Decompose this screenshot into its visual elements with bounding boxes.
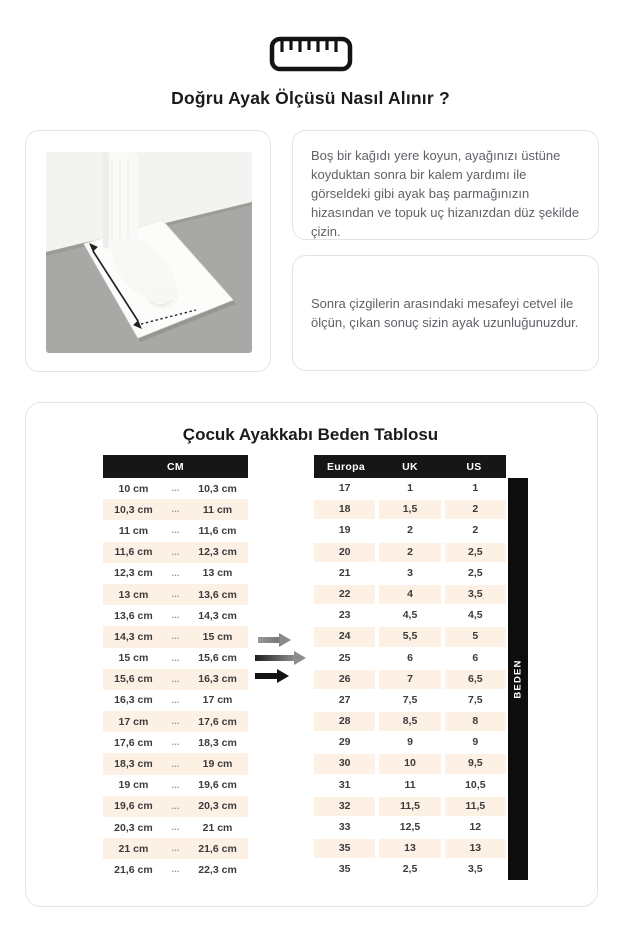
ruler-icon bbox=[0, 36, 621, 77]
size-cell: 1 bbox=[472, 482, 479, 494]
size-cell: 31 bbox=[338, 778, 351, 791]
cm-table-row: 11,6 cm ... 12,3 cm bbox=[103, 542, 248, 563]
size-cell: 3,5 bbox=[468, 863, 483, 876]
cm-table bbox=[103, 455, 248, 881]
size-cell: 2,5 bbox=[445, 543, 506, 562]
size-cell: 28 bbox=[314, 712, 375, 731]
cm-table-row: 13 cm ... 13,6 cm bbox=[103, 584, 248, 605]
beden-label-bar bbox=[508, 478, 528, 880]
size-cell: 4,5 bbox=[468, 609, 483, 622]
size-cell: 8 bbox=[445, 712, 506, 731]
cm-table-row: 17,6 cm ... 18,3 cm bbox=[114, 736, 237, 749]
foot-measure-photo bbox=[46, 152, 252, 353]
cm-table-row: 10 cm ... 10,3 cm bbox=[118, 482, 237, 495]
size-cell: 29 bbox=[338, 736, 351, 749]
size-cell: 2,5 bbox=[468, 566, 483, 579]
beden-label: BEDEN bbox=[512, 659, 524, 699]
size-cell: 1 bbox=[407, 482, 413, 494]
size-cell: 11,5 bbox=[379, 797, 440, 816]
size-cell: 23 bbox=[338, 609, 351, 622]
size-cell: 24 bbox=[314, 627, 375, 646]
size-cell: 35 bbox=[314, 839, 375, 858]
size-cell: 26 bbox=[314, 670, 375, 689]
cm-table-row: 15 cm ... 15,6 cm bbox=[118, 652, 237, 665]
instruction-step-2: Sonra çizgilerin arasındaki mesafeyi cetvel ile ölçün, çıkan sonuç sizin ayak uzunluğunuzdur. bbox=[311, 296, 579, 330]
foot-measure-photo-card bbox=[25, 130, 271, 372]
cm-table-body bbox=[103, 478, 248, 881]
cm-table-row: 14,3 cm ... 15 cm bbox=[103, 626, 248, 647]
size-cell: 7,5 bbox=[468, 693, 483, 706]
cm-table-row: 19 cm ... 19,6 cm bbox=[118, 779, 237, 792]
size-cell: 4 bbox=[379, 585, 440, 604]
size-cell: 17 bbox=[338, 482, 351, 494]
size-cell: 22 bbox=[314, 585, 375, 604]
size-cell: 6 bbox=[407, 651, 413, 664]
size-column-header: US bbox=[466, 460, 482, 473]
size-cell: 9 bbox=[407, 736, 413, 749]
size-cell: 35 bbox=[338, 863, 351, 876]
instruction-step-1: Boş bir kağıdı yere koyun, ayağınızı üstüne koyduktan sonra bir kalem yardımı ile görseldeki gibi ayak baş parmağınızın hizasından ve topuk uç hizanızdan düz şekilde çizin. bbox=[311, 148, 580, 239]
size-cell: 2,5 bbox=[402, 863, 418, 876]
size-cell: 33 bbox=[338, 821, 351, 833]
size-cell: 2 bbox=[407, 524, 413, 537]
size-cell: 27 bbox=[338, 693, 351, 706]
cm-table-row: 10,3 cm ... 11 cm bbox=[103, 499, 248, 520]
size-cell: 2 bbox=[445, 500, 506, 519]
size-cell: 7,5 bbox=[402, 693, 418, 706]
cm-table-row: 13,6 cm ... 14,3 cm bbox=[114, 609, 237, 622]
size-cell: 7 bbox=[379, 670, 440, 689]
cm-table-row: 21,6 cm ... 22,3 cm bbox=[114, 863, 237, 876]
size-cell: 12 bbox=[469, 821, 482, 833]
size-cell: 21 bbox=[338, 566, 351, 579]
size-cell: 10,5 bbox=[465, 778, 486, 791]
size-cell: 12,5 bbox=[399, 821, 421, 833]
cm-table-row: 12,3 cm ... 13 cm bbox=[114, 567, 233, 580]
size-column-header: UK bbox=[402, 460, 418, 473]
size-cell: 30 bbox=[314, 754, 375, 773]
cm-table-row: 21 cm ... 21,6 cm bbox=[103, 838, 248, 859]
page-title: Doğru Ayak Ölçüsü Nasıl Alınır ? bbox=[171, 88, 450, 108]
cm-table-row: 18,3 cm ... 19 cm bbox=[103, 753, 248, 774]
size-cell: 4,5 bbox=[402, 609, 418, 622]
size-cell: 6,5 bbox=[445, 670, 506, 689]
size-section-title: Çocuk Ayakkabı Beden Tablosu bbox=[182, 425, 439, 444]
size-cell: 5 bbox=[445, 627, 506, 646]
size-table bbox=[314, 455, 506, 880]
size-table-header bbox=[314, 455, 506, 478]
size-cell: 2 bbox=[379, 543, 440, 562]
size-cell: 2 bbox=[472, 524, 479, 537]
instruction-card-2 bbox=[292, 255, 599, 371]
size-cell: 10 bbox=[379, 754, 440, 773]
instruction-card-1 bbox=[292, 130, 599, 240]
size-cell: 20 bbox=[314, 543, 375, 562]
size-cell: 6 bbox=[472, 651, 479, 664]
size-cell: 19 bbox=[338, 524, 351, 537]
size-cell: 18 bbox=[314, 500, 375, 519]
cm-table-row: 17 cm ... 17,6 cm bbox=[103, 711, 248, 732]
size-cell: 9 bbox=[472, 736, 479, 749]
cm-table-row: 11 cm ... 11,6 cm bbox=[118, 524, 237, 537]
size-cell: 32 bbox=[314, 797, 375, 816]
cm-table-row: 15,6 cm ... 16,3 cm bbox=[103, 669, 248, 690]
size-cell: 13 bbox=[379, 839, 440, 858]
size-cell: 8,5 bbox=[379, 712, 440, 731]
size-column-header: Europa bbox=[327, 460, 365, 473]
size-cell: 25 bbox=[338, 651, 351, 664]
cm-table-row: 20,3 cm ... 21 cm bbox=[114, 821, 233, 834]
cm-table-row: 16,3 cm ... 17 cm bbox=[114, 694, 233, 707]
mapping-arrows-icon bbox=[252, 626, 314, 692]
size-cell: 9,5 bbox=[445, 754, 506, 773]
size-cell: 1,5 bbox=[379, 500, 440, 519]
size-table-body bbox=[314, 479, 506, 880]
cm-table-header: CM bbox=[103, 455, 248, 478]
size-cell: 13 bbox=[445, 839, 506, 858]
size-cell: 5,5 bbox=[379, 627, 440, 646]
cm-table-row: 19,6 cm ... 20,3 cm bbox=[103, 796, 248, 817]
size-cell: 11 bbox=[404, 778, 416, 791]
size-cell: 11,5 bbox=[445, 797, 506, 816]
size-cell: 3 bbox=[407, 566, 413, 579]
size-cell: 3,5 bbox=[445, 585, 506, 604]
